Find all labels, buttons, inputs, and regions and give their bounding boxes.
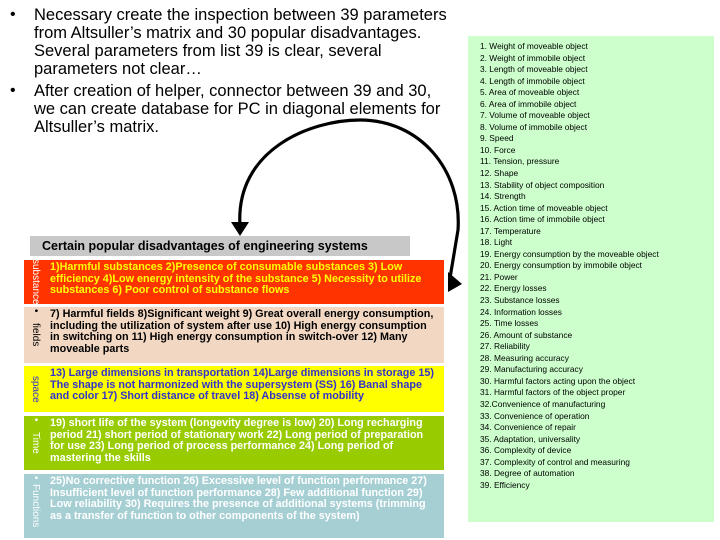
bullet-dot: • xyxy=(30,476,41,480)
parameter-item: 21. Power xyxy=(480,271,518,282)
parameter-item: 12. Shape xyxy=(480,168,519,179)
row-side-label xyxy=(24,474,46,538)
parameter-item: 33. Convenience of operation xyxy=(480,410,590,421)
parameter-item: 38. Degree of automation xyxy=(480,468,575,479)
parameter-item: 6. Area of immobile object xyxy=(480,98,577,109)
parameter-item: 2. Weight of immobile object xyxy=(480,52,586,63)
row-category-label: Functions xyxy=(30,484,41,528)
bullet-dot: • xyxy=(10,82,16,99)
parameter-item: 5. Area of moveable object xyxy=(480,87,580,98)
bullet-dot: • xyxy=(30,418,41,422)
row-category-label: substance xyxy=(30,259,41,305)
parameter-item: 37. Complexity of control and measuring xyxy=(480,456,630,467)
parameter-item: 15. Action time of moveable object xyxy=(480,202,608,213)
parameter-item: 28. Measuring accuracy xyxy=(480,352,569,363)
row-side-label xyxy=(24,307,46,363)
parameter-item: 32.Convenience of manufacturing xyxy=(480,398,606,409)
disadvantages-title: Certain popular disadvantages of engineering systems xyxy=(30,236,410,256)
row-side-label xyxy=(24,416,46,470)
bullet-item xyxy=(10,82,450,136)
row-text: 1)Harmful substances 2)Presence of consumable substances 3) Low efficiency 4)Low energy intensity of the substance 5) Necessity to utilize substances 6) Poor control of substance flows xyxy=(50,261,422,297)
parameter-item: 13. Stability of object composition xyxy=(480,179,605,190)
row-text: 13) Large dimensions in transportation 14)Large dimensions in storage 15) The shape is not harmonized with the supersystem (SS) 16) Banal shape and color 17) Short distance of travel 18) Absense of mobility xyxy=(50,367,434,403)
parameter-item: 20. Energy consumption by immobile object xyxy=(480,260,642,271)
parameter-item: 1. Weight of moveable object xyxy=(480,41,588,51)
row-text: 19) short life of the system (longevity degree is low) 20) Long recharging period 21) short period of stationary work 22) Long period of preparation for use 23) Long period of process performance 24) Long period of mastering the skills xyxy=(50,417,424,464)
parameter-item: 3. Length of moveable object xyxy=(480,64,588,75)
parameter-item: 17. Temperature xyxy=(480,225,541,236)
parameter-item: 29. Manufacturing accuracy xyxy=(480,364,583,375)
parameters-panel xyxy=(468,36,714,522)
parameter-item: 7. Volume of moveable object xyxy=(480,110,590,121)
parameter-item: 16. Action time of immobile object xyxy=(480,214,605,225)
parameter-item: 14. Strength xyxy=(480,191,526,202)
disadvantage-row-functions xyxy=(24,474,444,538)
arrowhead-right-icon xyxy=(448,272,462,292)
bullet-text: Necessary create the inspection between 39 parameters from Altsuller’s matrix and 30 popular disadvantages. Several parameters from list 39 is clear, several parameters not clear… xyxy=(34,6,447,78)
row-text: 7) Harmful fields 8)Significant weight 9) Great overall energy consumption, including the utilization of system after use 10) High energy consumption in switching on 11) High energy consumption in switch-over 12) Many moveable parts xyxy=(50,308,434,355)
parameter-item: 27. Reliability xyxy=(480,341,530,352)
parameters-list xyxy=(468,36,714,491)
parameter-item: 23. Substance losses xyxy=(480,295,560,306)
parameter-item: 19. Energy consumption by the moveable object xyxy=(480,248,659,259)
parameter-item: 9. Speed xyxy=(480,133,514,144)
bullet-dot: • xyxy=(30,309,41,313)
parameter-item: 34. Convenience of repair xyxy=(480,422,576,433)
parameter-item: 39. Efficiency xyxy=(480,479,530,490)
row-category-label: space xyxy=(30,375,41,403)
parameter-item: 36. Complexity of device xyxy=(480,445,572,456)
parameter-item: 30. Harmful factors acting upon the object xyxy=(480,375,636,386)
row-side-label xyxy=(24,366,46,412)
parameter-item: 22. Energy losses xyxy=(480,283,547,294)
intro-bullets xyxy=(10,6,450,140)
parameter-item: 8. Volume of immobile object xyxy=(480,121,588,132)
parameter-item: 11. Tension, pressure xyxy=(480,156,560,167)
parameter-item: 35. Adaptation, universality xyxy=(480,433,581,444)
bullet-item xyxy=(10,6,450,78)
row-category-label: Time xyxy=(30,432,41,454)
arrowhead-left-icon xyxy=(231,222,249,236)
row-category-label: fields xyxy=(30,323,41,347)
row-side-label xyxy=(24,260,46,304)
bullet-dot: • xyxy=(10,6,16,23)
disadvantage-row-time xyxy=(24,416,444,470)
row-text: 25)No corrective function 26) Excessive level of function performance 27) Insufficient level of function performance 28) Few additional function 29) Low reliability 30) Requires the presence of additional systems (trimming as a transfer of function to other components of the system) xyxy=(50,475,427,522)
parameter-item: 24. Information losses xyxy=(480,306,562,317)
bullet-text: After creation of helper, connector between 39 and 30, we can create database for PC in diagonal elements for Altsuller’s matrix. xyxy=(34,82,441,136)
disadvantage-row-space xyxy=(24,366,444,412)
parameter-item: 25. Time losses xyxy=(480,318,539,329)
parameter-item: 31. Harmful factors of the object proper xyxy=(480,387,626,398)
parameter-item: 4. Length of immobile object xyxy=(480,75,585,86)
disadvantage-row-fields xyxy=(24,307,444,363)
disadvantage-row-substance xyxy=(24,260,444,304)
parameter-item: 18. Light xyxy=(480,237,513,248)
parameter-item: 26. Amount of substance xyxy=(480,329,573,340)
parameter-item: 10. Force xyxy=(480,144,516,155)
